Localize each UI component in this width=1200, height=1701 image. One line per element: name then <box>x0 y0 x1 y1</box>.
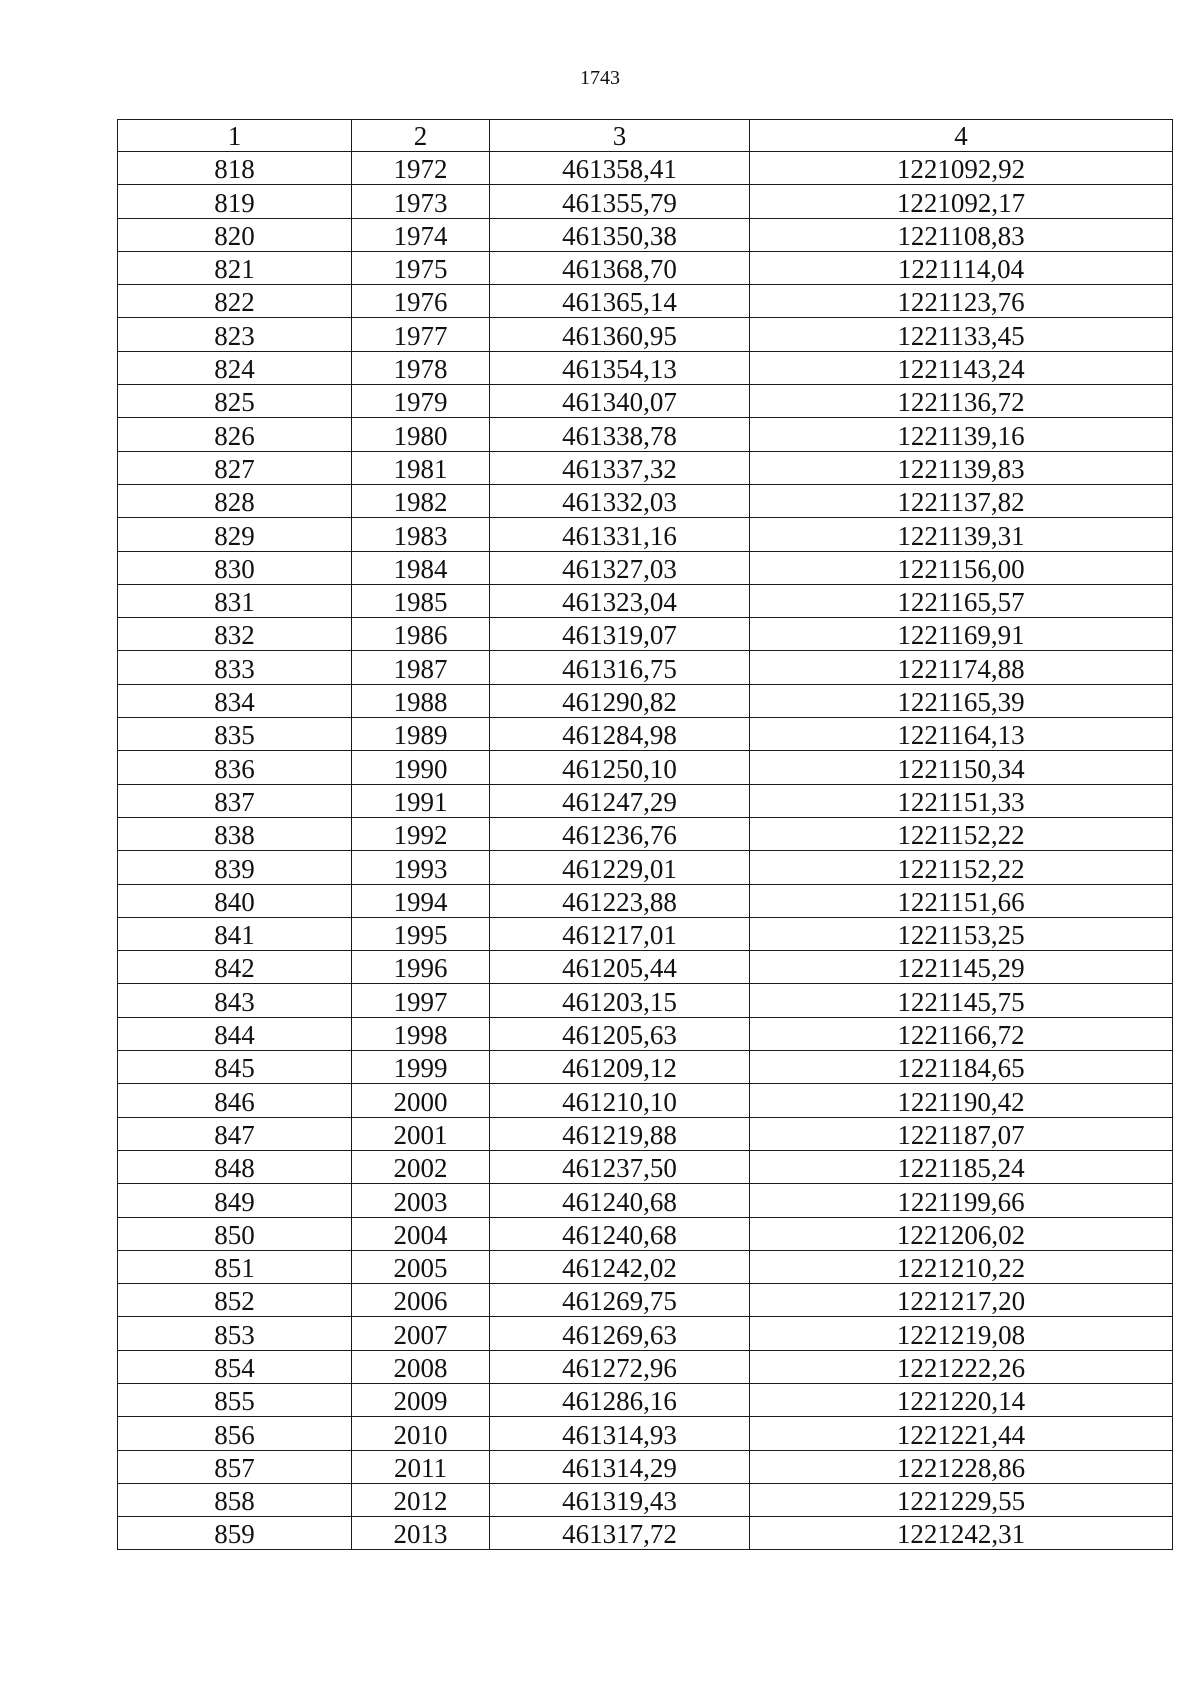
point-number-cell: 828 <box>118 484 352 517</box>
x-coordinate-cell: 461209,12 <box>490 1051 750 1084</box>
x-coordinate-cell: 461203,15 <box>490 984 750 1017</box>
table-row <box>118 1117 1173 1150</box>
y-coordinate-cell: 1221151,33 <box>750 784 1173 817</box>
y-coordinate-cell: 1221185,24 <box>750 1150 1173 1183</box>
y-coordinate-cell: 1221220,14 <box>750 1383 1173 1416</box>
y-coordinate-cell: 1221145,75 <box>750 984 1173 1017</box>
x-coordinate-cell: 461338,78 <box>490 418 750 451</box>
index-cell: 1976 <box>352 285 490 318</box>
table-row <box>118 917 1173 950</box>
x-coordinate-cell: 461365,14 <box>490 285 750 318</box>
y-coordinate-cell: 1221210,22 <box>750 1250 1173 1283</box>
y-coordinate-cell: 1221152,22 <box>750 817 1173 850</box>
table-row <box>118 684 1173 717</box>
x-coordinate-cell: 461286,16 <box>490 1383 750 1416</box>
point-number-cell: 829 <box>118 518 352 551</box>
index-cell: 2001 <box>352 1117 490 1150</box>
y-coordinate-cell: 1221206,02 <box>750 1217 1173 1250</box>
index-cell: 1982 <box>352 484 490 517</box>
index-cell: 1993 <box>352 851 490 884</box>
y-coordinate-cell: 1221174,88 <box>750 651 1173 684</box>
y-coordinate-cell: 1221164,13 <box>750 718 1173 751</box>
y-coordinate-cell: 1221150,34 <box>750 751 1173 784</box>
point-number-cell: 822 <box>118 285 352 318</box>
table-row <box>118 1250 1173 1283</box>
x-coordinate-cell: 461350,38 <box>490 218 750 251</box>
x-coordinate-cell: 461210,10 <box>490 1084 750 1117</box>
index-cell: 1983 <box>352 518 490 551</box>
index-cell: 1992 <box>352 817 490 850</box>
table-row <box>118 618 1173 651</box>
point-number-cell: 833 <box>118 651 352 684</box>
point-number-cell: 855 <box>118 1383 352 1416</box>
table-row <box>118 751 1173 784</box>
table-row <box>118 484 1173 517</box>
index-cell: 1981 <box>352 451 490 484</box>
x-coordinate-cell: 461314,29 <box>490 1450 750 1483</box>
point-number-cell: 859 <box>118 1517 352 1550</box>
y-coordinate-cell: 1221222,26 <box>750 1350 1173 1383</box>
table-row <box>118 817 1173 850</box>
y-coordinate-cell: 1221242,31 <box>750 1517 1173 1550</box>
x-coordinate-cell: 461284,98 <box>490 718 750 751</box>
table-row <box>118 152 1173 185</box>
point-number-cell: 842 <box>118 951 352 984</box>
point-number-cell: 844 <box>118 1017 352 1050</box>
point-number-cell: 832 <box>118 618 352 651</box>
y-coordinate-cell: 1221190,42 <box>750 1084 1173 1117</box>
table-row <box>118 285 1173 318</box>
point-number-cell: 831 <box>118 584 352 617</box>
table-row <box>118 1017 1173 1050</box>
y-coordinate-cell: 1221139,83 <box>750 451 1173 484</box>
y-coordinate-cell: 1221108,83 <box>750 218 1173 251</box>
index-cell: 1973 <box>352 185 490 218</box>
x-coordinate-cell: 461236,76 <box>490 817 750 850</box>
x-coordinate-cell: 461269,63 <box>490 1317 750 1350</box>
x-coordinate-cell: 461272,96 <box>490 1350 750 1383</box>
index-cell: 1988 <box>352 684 490 717</box>
index-cell: 1974 <box>352 218 490 251</box>
index-cell: 1997 <box>352 984 490 1017</box>
column-header-4: 4 <box>750 120 1173 152</box>
point-number-cell: 850 <box>118 1217 352 1250</box>
y-coordinate-cell: 1221114,04 <box>750 251 1173 284</box>
index-cell: 1986 <box>352 618 490 651</box>
x-coordinate-cell: 461358,41 <box>490 152 750 185</box>
point-number-cell: 839 <box>118 851 352 884</box>
table-row <box>118 718 1173 751</box>
index-cell: 1980 <box>352 418 490 451</box>
index-cell: 2010 <box>352 1417 490 1450</box>
index-cell: 1998 <box>352 1017 490 1050</box>
table-row <box>118 1483 1173 1516</box>
index-cell: 1987 <box>352 651 490 684</box>
table-row <box>118 451 1173 484</box>
y-coordinate-cell: 1221199,66 <box>750 1184 1173 1217</box>
y-coordinate-cell: 1221151,66 <box>750 884 1173 917</box>
point-number-cell: 841 <box>118 917 352 950</box>
column-header-1: 1 <box>118 120 352 152</box>
y-coordinate-cell: 1221228,86 <box>750 1450 1173 1483</box>
y-coordinate-cell: 1221165,39 <box>750 684 1173 717</box>
index-cell: 1999 <box>352 1051 490 1084</box>
index-cell: 2012 <box>352 1483 490 1516</box>
y-coordinate-cell: 1221137,82 <box>750 484 1173 517</box>
x-coordinate-cell: 461205,63 <box>490 1017 750 1050</box>
y-coordinate-cell: 1221123,76 <box>750 285 1173 318</box>
y-coordinate-cell: 1221136,72 <box>750 385 1173 418</box>
y-coordinate-cell: 1221165,57 <box>750 584 1173 617</box>
y-coordinate-cell: 1221184,65 <box>750 1051 1173 1084</box>
index-cell: 1996 <box>352 951 490 984</box>
x-coordinate-cell: 461219,88 <box>490 1117 750 1150</box>
x-coordinate-cell: 461240,68 <box>490 1217 750 1250</box>
y-coordinate-cell: 1221139,16 <box>750 418 1173 451</box>
index-cell: 1991 <box>352 784 490 817</box>
index-cell: 2006 <box>352 1284 490 1317</box>
table-row <box>118 1517 1173 1550</box>
x-coordinate-cell: 461331,16 <box>490 518 750 551</box>
table-row <box>118 1084 1173 1117</box>
table-row <box>118 584 1173 617</box>
index-cell: 1985 <box>352 584 490 617</box>
x-coordinate-cell: 461317,72 <box>490 1517 750 1550</box>
table-row <box>118 1284 1173 1317</box>
y-coordinate-cell: 1221229,55 <box>750 1483 1173 1516</box>
point-number-cell: 856 <box>118 1417 352 1450</box>
point-number-cell: 818 <box>118 152 352 185</box>
index-cell: 2009 <box>352 1383 490 1416</box>
index-cell: 1978 <box>352 351 490 384</box>
table-row <box>118 218 1173 251</box>
x-coordinate-cell: 461360,95 <box>490 318 750 351</box>
x-coordinate-cell: 461269,75 <box>490 1284 750 1317</box>
point-number-cell: 852 <box>118 1284 352 1317</box>
point-number-cell: 823 <box>118 318 352 351</box>
table-row <box>118 884 1173 917</box>
index-cell: 1984 <box>352 551 490 584</box>
page-number: 1743 <box>580 67 620 89</box>
x-coordinate-cell: 461368,70 <box>490 251 750 284</box>
index-cell: 1975 <box>352 251 490 284</box>
x-coordinate-cell: 461247,29 <box>490 784 750 817</box>
x-coordinate-cell: 461316,75 <box>490 651 750 684</box>
index-cell: 2000 <box>352 1084 490 1117</box>
x-coordinate-cell: 461319,07 <box>490 618 750 651</box>
table-row <box>118 1417 1173 1450</box>
x-coordinate-cell: 461354,13 <box>490 351 750 384</box>
y-coordinate-cell: 1221152,22 <box>750 851 1173 884</box>
y-coordinate-cell: 1221187,07 <box>750 1117 1173 1150</box>
y-coordinate-cell: 1221156,00 <box>750 551 1173 584</box>
index-cell: 2004 <box>352 1217 490 1250</box>
y-coordinate-cell: 1221092,17 <box>750 185 1173 218</box>
x-coordinate-cell: 461337,32 <box>490 451 750 484</box>
column-header-3: 3 <box>490 120 750 152</box>
table-row <box>118 1317 1173 1350</box>
y-coordinate-cell: 1221169,91 <box>750 618 1173 651</box>
point-number-cell: 835 <box>118 718 352 751</box>
table-row <box>118 418 1173 451</box>
point-number-cell: 836 <box>118 751 352 784</box>
y-coordinate-cell: 1221092,92 <box>750 152 1173 185</box>
table-row <box>118 1184 1173 1217</box>
table-row <box>118 1150 1173 1183</box>
table-row <box>118 518 1173 551</box>
point-number-cell: 840 <box>118 884 352 917</box>
table-row <box>118 984 1173 1017</box>
y-coordinate-cell: 1221145,29 <box>750 951 1173 984</box>
x-coordinate-cell: 461327,03 <box>490 551 750 584</box>
point-number-cell: 857 <box>118 1450 352 1483</box>
table-row <box>118 784 1173 817</box>
x-coordinate-cell: 461205,44 <box>490 951 750 984</box>
x-coordinate-cell: 461242,02 <box>490 1250 750 1283</box>
index-cell: 2011 <box>352 1450 490 1483</box>
table-row <box>118 1051 1173 1084</box>
table-row <box>118 1450 1173 1483</box>
index-cell: 1990 <box>352 751 490 784</box>
index-cell: 2013 <box>352 1517 490 1550</box>
y-coordinate-cell: 1221139,31 <box>750 518 1173 551</box>
x-coordinate-cell: 461290,82 <box>490 684 750 717</box>
column-header-2: 2 <box>352 120 490 152</box>
table-row <box>118 851 1173 884</box>
y-coordinate-cell: 1221153,25 <box>750 917 1173 950</box>
table-row <box>118 1350 1173 1383</box>
index-cell: 1995 <box>352 917 490 950</box>
point-number-cell: 845 <box>118 1051 352 1084</box>
x-coordinate-cell: 461229,01 <box>490 851 750 884</box>
point-number-cell: 837 <box>118 784 352 817</box>
table-row <box>118 385 1173 418</box>
point-number-cell: 819 <box>118 185 352 218</box>
point-number-cell: 826 <box>118 418 352 451</box>
x-coordinate-cell: 461355,79 <box>490 185 750 218</box>
point-number-cell: 849 <box>118 1184 352 1217</box>
point-number-cell: 858 <box>118 1483 352 1516</box>
index-cell: 2007 <box>352 1317 490 1350</box>
index-cell: 1972 <box>352 152 490 185</box>
x-coordinate-cell: 461217,01 <box>490 917 750 950</box>
coordinates-table <box>117 119 1173 1550</box>
point-number-cell: 847 <box>118 1117 352 1150</box>
table-row <box>118 1217 1173 1250</box>
y-coordinate-cell: 1221166,72 <box>750 1017 1173 1050</box>
x-coordinate-cell: 461323,04 <box>490 584 750 617</box>
point-number-cell: 843 <box>118 984 352 1017</box>
index-cell: 1979 <box>352 385 490 418</box>
x-coordinate-cell: 461250,10 <box>490 751 750 784</box>
x-coordinate-cell: 461237,50 <box>490 1150 750 1183</box>
point-number-cell: 838 <box>118 817 352 850</box>
x-coordinate-cell: 461332,03 <box>490 484 750 517</box>
point-number-cell: 820 <box>118 218 352 251</box>
table-row <box>118 1383 1173 1416</box>
table-body <box>118 152 1173 1550</box>
point-number-cell: 825 <box>118 385 352 418</box>
table-row <box>118 351 1173 384</box>
table-row <box>118 951 1173 984</box>
y-coordinate-cell: 1221217,20 <box>750 1284 1173 1317</box>
y-coordinate-cell: 1221221,44 <box>750 1417 1173 1450</box>
point-number-cell: 830 <box>118 551 352 584</box>
table-row <box>118 318 1173 351</box>
point-number-cell: 854 <box>118 1350 352 1383</box>
x-coordinate-cell: 461240,68 <box>490 1184 750 1217</box>
point-number-cell: 821 <box>118 251 352 284</box>
point-number-cell: 824 <box>118 351 352 384</box>
x-coordinate-cell: 461223,88 <box>490 884 750 917</box>
index-cell: 2002 <box>352 1150 490 1183</box>
point-number-cell: 834 <box>118 684 352 717</box>
index-cell: 1994 <box>352 884 490 917</box>
table-row <box>118 251 1173 284</box>
point-number-cell: 853 <box>118 1317 352 1350</box>
table-row <box>118 551 1173 584</box>
table-header-row <box>118 120 1173 152</box>
index-cell: 2008 <box>352 1350 490 1383</box>
index-cell: 1977 <box>352 318 490 351</box>
point-number-cell: 846 <box>118 1084 352 1117</box>
table-row <box>118 651 1173 684</box>
y-coordinate-cell: 1221219,08 <box>750 1317 1173 1350</box>
x-coordinate-cell: 461314,93 <box>490 1417 750 1450</box>
point-number-cell: 848 <box>118 1150 352 1183</box>
point-number-cell: 851 <box>118 1250 352 1283</box>
point-number-cell: 827 <box>118 451 352 484</box>
index-cell: 2005 <box>352 1250 490 1283</box>
index-cell: 2003 <box>352 1184 490 1217</box>
x-coordinate-cell: 461319,43 <box>490 1483 750 1516</box>
x-coordinate-cell: 461340,07 <box>490 385 750 418</box>
y-coordinate-cell: 1221133,45 <box>750 318 1173 351</box>
index-cell: 1989 <box>352 718 490 751</box>
table-row <box>118 185 1173 218</box>
y-coordinate-cell: 1221143,24 <box>750 351 1173 384</box>
